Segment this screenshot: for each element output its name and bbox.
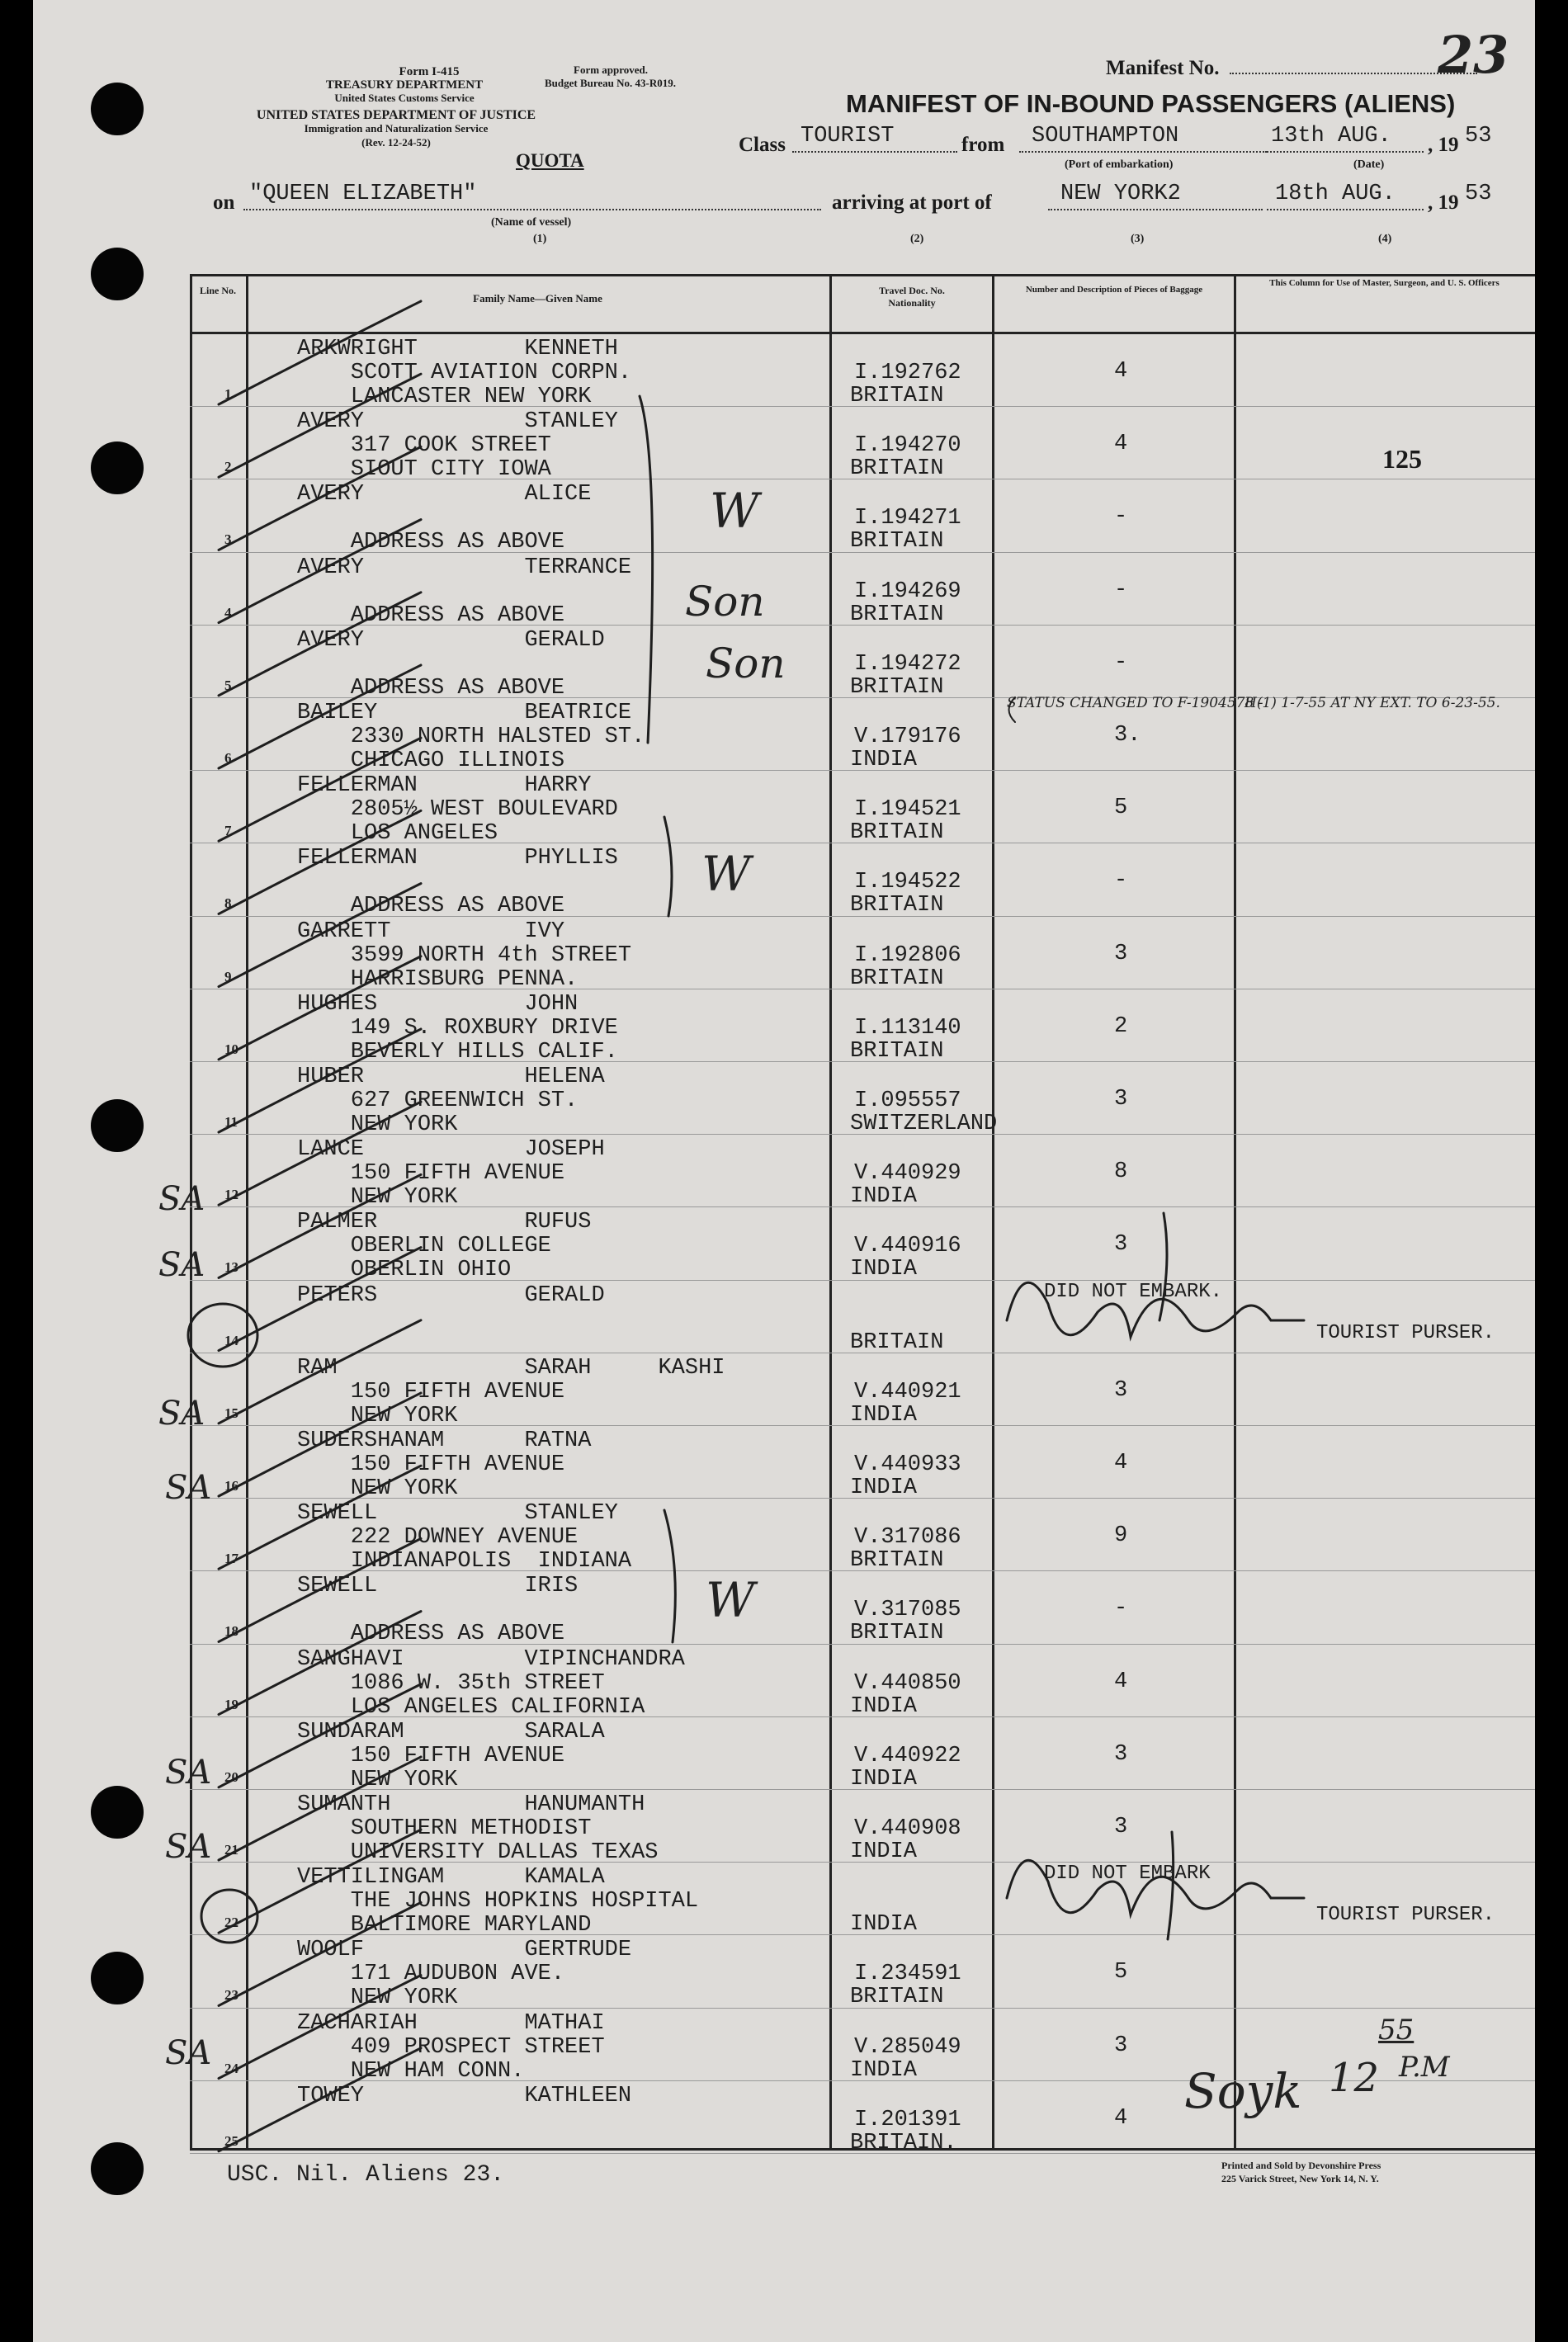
signature-time-minutes: 55 (1378, 2014, 1415, 2047)
handwritten-w: W (701, 846, 751, 902)
form-number: Form I-415 (399, 65, 460, 78)
passenger-name: RAM SARAH KASHI (297, 1355, 725, 1381)
form-revision: (Rev. 12-24-52) (361, 136, 431, 149)
baggage-count: 5 (1114, 1960, 1128, 1986)
nationality: BRITAIN (850, 602, 944, 627)
passenger-address: ADDRESS AS ABOVE (297, 602, 565, 628)
passenger-name: ARKWRIGHT KENNETH (297, 337, 618, 361)
passenger-address: 150 FIFTH AVENUE (297, 1452, 565, 1477)
line-number: 18 (224, 1623, 239, 1640)
line-number: 21 (224, 1842, 239, 1858)
handwritten-w: W (710, 483, 759, 539)
nationality: INDIA (850, 748, 918, 772)
baggage-count: 4 (1114, 1669, 1128, 1694)
passenger-address: 150 FIFTH AVENUE (297, 1161, 565, 1187)
passenger-address: 149 S. ROXBURY DRIVE (297, 1015, 618, 1041)
baggage-count: - (1114, 868, 1128, 894)
travel-doc-number: I.194522 (854, 870, 961, 895)
baggage-count: 3. (1114, 723, 1141, 748)
nationality: INDIA (850, 1839, 918, 1864)
travel-doc-number: I.201391 (854, 2107, 961, 2132)
passenger-name: HUGHES JOHN (297, 991, 579, 1017)
passenger-name: AVERY GERALD (297, 627, 605, 653)
passenger-name: SUDERSHANAM RATNA (297, 1428, 592, 1453)
family-bracket (664, 817, 672, 916)
departure-year: 53 (1465, 124, 1492, 149)
baggage-count: 4 (1114, 359, 1128, 384)
col-number-2: (2) (910, 233, 924, 245)
line-number: 20 (224, 1768, 239, 1785)
passenger-address: 2805½ WEST BOULEVARD (297, 797, 618, 823)
passenger-name: PALMER RUFUS (297, 1210, 592, 1235)
passenger-name: TOWEY KATHLEEN (297, 2083, 632, 2108)
col-header-line: Line No. (199, 285, 236, 296)
baggage-count: 3 (1114, 941, 1128, 966)
baggage-count: - (1114, 1596, 1128, 1622)
travel-doc-number: I.192806 (854, 942, 961, 968)
handwritten-son: Son (685, 578, 765, 626)
arrival-year-prefix: , 19 (1428, 191, 1459, 214)
handwritten-w: W (706, 1572, 755, 1628)
handwritten-sa: SA (158, 1246, 205, 1284)
passenger-address: LOS ANGELES CALIFORNIA (297, 1694, 645, 1720)
passenger-address: SOUTHERN METHODIST (297, 1816, 592, 1841)
passenger-address: CHICAGO ILLINOIS (297, 748, 565, 773)
col-header-officers: This Column for Use of Master, Surgeon, and U. S. Officers (1269, 278, 1500, 288)
passenger-address: LOS ANGELES (297, 821, 498, 847)
form-approved: Form approved. (574, 64, 649, 76)
passenger-address: NEW YORK (297, 1986, 458, 2011)
nationality: BRITAIN (850, 456, 944, 482)
purser-signature (1007, 1282, 1304, 1337)
line-number: 23 (224, 1987, 239, 2004)
passenger-name: ZACHARIAH MATHAI (297, 2010, 605, 2036)
class-value: TOURIST (801, 124, 895, 149)
line-number: 24 (224, 2060, 239, 2076)
baggage-count: 3 (1114, 1815, 1128, 1839)
manifest-page (33, 0, 1535, 2342)
passenger-name: SUMANTH HANUMANTH (297, 1792, 645, 1817)
on-label: on (213, 191, 235, 214)
nationality: BRITAIN (850, 893, 944, 918)
baggage-count: 3 (1114, 1087, 1128, 1112)
nationality: INDIA (850, 1912, 918, 1938)
printer-line-2: 225 Varick Street, New York 14, N. Y. (1221, 2173, 1379, 2184)
baggage-count: 4 (1114, 1451, 1128, 1476)
line-number: 6 (224, 750, 232, 766)
travel-doc-number: I.234591 (854, 1962, 961, 1987)
passenger-name: SEWELL STANLEY (297, 1501, 618, 1527)
nationality: BRITAIN (850, 966, 944, 991)
handwritten-sa: SA (165, 2034, 212, 2072)
port-embarkation-caption: (Port of embarkation) (1065, 158, 1174, 171)
line-number: 11 (224, 1114, 239, 1130)
travel-doc-number: V.285049 (854, 2034, 961, 2060)
travel-doc-number: V.440921 (854, 1379, 961, 1405)
passenger-name: PETERS GERALD (297, 1282, 605, 1308)
extension-note: H(1) 1-7-55 AT NY EXT. TO 6-23-55. (1244, 695, 1500, 711)
departure-date: 13th AUG. (1271, 124, 1391, 149)
tourist-purser-note: TOURIST PURSER. (1316, 1321, 1495, 1344)
travel-doc-number: I.095557 (854, 1088, 961, 1113)
passenger-address: NEW YORK (297, 1476, 458, 1501)
did-not-embark-note: DID NOT EMBARK. (1044, 1280, 1223, 1303)
line-number: 25 (224, 2132, 239, 2149)
travel-doc-number: V.440916 (854, 1234, 961, 1259)
handwritten-sa: SA (165, 1469, 212, 1507)
date-caption: (Date) (1353, 158, 1385, 171)
line-number: 16 (224, 1478, 239, 1494)
passenger-address: 150 FIFTH AVENUE (297, 1743, 565, 1768)
budget-bureau: Budget Bureau No. 43-R019. (545, 77, 677, 89)
baggage-count: 3 (1114, 1232, 1128, 1258)
passenger-address: THE JOHNS HOPKINS HOSPITAL (297, 1889, 699, 1915)
passenger-address: OBERLIN COLLEGE (297, 1234, 551, 1259)
line-number: 3 (224, 531, 232, 548)
passenger-address: LANCASTER NEW YORK (297, 385, 592, 409)
baggage-count: - (1114, 577, 1128, 602)
col-header-name: Family Name—Given Name (473, 292, 602, 305)
vessel-caption: (Name of vessel) (491, 216, 572, 229)
travel-doc-number: V.440922 (854, 1743, 961, 1768)
purser-signature (1159, 1213, 1167, 1320)
passenger-name: AVERY STANLEY (297, 409, 618, 435)
travel-doc-number: I.192762 (854, 361, 961, 385)
passenger-address: 150 FIFTH AVENUE (297, 1379, 565, 1405)
passenger-address: INDIANAPOLIS INDIANA (297, 1549, 632, 1575)
passenger-address: HARRISBURG PENNA. (297, 966, 579, 992)
page-title: MANIFEST OF IN-BOUND PASSENGERS (ALIENS) (846, 89, 1456, 118)
nationality: BRITAIN (850, 674, 944, 700)
family-bracket (664, 1510, 675, 1642)
handwritten-sa: SA (165, 1828, 212, 1866)
line-number: 22 (224, 1915, 239, 1931)
travel-doc-number: V.440933 (854, 1452, 961, 1477)
signature-name: Soyk (1184, 2063, 1302, 2119)
travel-doc-number: I.194271 (854, 506, 961, 531)
nationality: BRITAIN (850, 1548, 944, 1574)
nationality: INDIA (850, 1766, 918, 1792)
passenger-address: UNIVERSITY DALLAS TEXAS (297, 1840, 659, 1865)
signature-time: 12 (1329, 2055, 1380, 2101)
passenger-address: ADDRESS AS ABOVE (297, 675, 565, 701)
nationality: INDIA (850, 1693, 918, 1719)
arrival-year: 53 (1465, 182, 1492, 206)
footer-aliens-count: USC. Nil. Aliens 23. (227, 2162, 505, 2188)
passenger-address: 627 GREENWICH ST. (297, 1088, 579, 1113)
nationality: BRITAIN (850, 1621, 944, 1646)
handwritten-sa: SA (158, 1180, 205, 1218)
baggage-count: 3 (1114, 2033, 1128, 2058)
baggage-count: 9 (1114, 1523, 1128, 1549)
arrival-port: NEW YORK2 (1060, 182, 1181, 206)
nationality: INDIA (850, 1402, 918, 1428)
passenger-name: AVERY ALICE (297, 482, 592, 508)
passenger-address: NEW HAM CONN. (297, 2058, 525, 2084)
line-number: 5 (224, 677, 232, 693)
passenger-address: BEVERLY HILLS CALIF. (297, 1039, 618, 1065)
ins-service: Immigration and Naturalization Service (304, 122, 489, 135)
from-label: from (961, 134, 1005, 156)
baggage-count: 5 (1114, 796, 1128, 821)
baggage-count: 3 (1114, 1741, 1128, 1767)
passenger-address: NEW YORK (297, 1767, 458, 1792)
signature-pm: P.M (1399, 2051, 1450, 2084)
travel-doc-number: I.194269 (854, 578, 961, 604)
passenger-name: SEWELL IRIS (297, 1574, 579, 1599)
passenger-address: SCOTT AVIATION CORPN. (297, 361, 632, 385)
passenger-address: ADDRESS AS ABOVE (297, 530, 565, 555)
passenger-name: SANGHAVI VIPINCHANDRA (297, 1646, 685, 1672)
passenger-address: NEW YORK (297, 1112, 458, 1137)
passenger-name: AVERY TERRANCE (297, 555, 632, 580)
line-number: 4 (224, 604, 232, 621)
travel-doc-number: V.440908 (854, 1816, 961, 1841)
passenger-name: LANCE JOSEPH (297, 1137, 605, 1163)
passenger-address: NEW YORK (297, 1185, 458, 1211)
departure-year-prefix: , 19 (1428, 134, 1459, 156)
travel-doc-number: I.113140 (854, 1015, 961, 1041)
nationality: BRITAIN (850, 384, 944, 408)
travel-doc-number: I.194272 (854, 651, 961, 677)
travel-doc-number: V.179176 (854, 725, 961, 749)
passenger-address: 1086 W. 35th STREET (297, 1670, 605, 1696)
purser-signature (1007, 1860, 1304, 1915)
passenger-address: ADDRESS AS ABOVE (297, 894, 565, 919)
nationality: BRITAIN (850, 1985, 944, 2010)
handwritten-sa: SA (165, 1754, 212, 1792)
passenger-name: WOOLF GERTRUDE (297, 1938, 632, 1963)
passenger-address: 3599 NORTH 4th STREET (297, 942, 632, 968)
nationality: INDIA (850, 1476, 918, 1500)
travel-doc-number: I.194270 (854, 433, 961, 459)
col-number-1: (1) (533, 233, 547, 245)
col-number-3: (3) (1131, 233, 1145, 245)
passenger-name: GARRETT IVY (297, 918, 565, 944)
col-header-travel: Travel Doc. No. Nationality (879, 285, 945, 309)
passenger-address: 222 DOWNEY AVENUE (297, 1525, 579, 1551)
nationality: INDIA (850, 1184, 918, 1210)
line-number: 15 (224, 1405, 239, 1421)
line-number: 1 (224, 386, 232, 402)
passenger-address: SIOUT CITY IOWA (297, 457, 551, 483)
line-number: 13 (224, 1259, 239, 1276)
customs-service: United States Customs Service (334, 92, 475, 104)
class-label: Class (739, 134, 786, 156)
baggage-count: 2 (1114, 1013, 1128, 1039)
baggage-count: - (1114, 649, 1128, 675)
line-number: 14 (224, 1332, 239, 1348)
line-number: 8 (224, 895, 232, 912)
nationality: BRITAIN (850, 1329, 944, 1355)
passenger-name: FELLERMAN HARRY (297, 773, 592, 799)
line-number: 9 (224, 968, 232, 984)
baggage-count: 4 (1114, 2105, 1128, 2131)
nationality: BRITAIN (850, 529, 944, 555)
passenger-name: BAILEY BEATRICE (297, 701, 632, 725)
handwritten-son: Son (706, 640, 786, 687)
passenger-address: 171 AUDUBON AVE. (297, 1962, 565, 1987)
family-bracket (640, 396, 653, 743)
line-number: 2 (224, 459, 232, 475)
quota-label: QUOTA (516, 150, 584, 171)
passenger-address: ADDRESS AS ABOVE (297, 1622, 565, 1647)
line-number: 19 (224, 1696, 239, 1712)
passenger-name: HUBER HELENA (297, 1065, 605, 1089)
arrival-date: 18th AUG. (1275, 182, 1396, 206)
dept-treasury: TREASURY DEPARTMENT (325, 78, 484, 92)
from-value: SOUTHAMPTON (1032, 124, 1179, 149)
vessel-name: "QUEEN ELIZABETH" (249, 182, 477, 206)
passenger-address: 2330 NORTH HALSTED ST. (297, 725, 645, 749)
baggage-count: 8 (1114, 1159, 1128, 1185)
purser-signature (1168, 1832, 1174, 1939)
nationality: INDIA (850, 1257, 918, 1282)
tourist-purser-note: TOURIST PURSER. (1316, 1904, 1495, 1927)
nationality: SWITZERLAND (850, 1112, 998, 1136)
col-header-baggage: Number and Description of Pieces of Baggage (1025, 285, 1203, 295)
nationality: BRITAIN. (850, 2130, 957, 2155)
travel-doc-number: I.194521 (854, 797, 961, 823)
status-changed-note: STATUS CHANGED TO F-1904578 - (1007, 695, 1263, 711)
line-number: 12 (224, 1187, 239, 1203)
baggage-count: - (1114, 504, 1128, 530)
nationality: INDIA (850, 2057, 918, 2083)
arriving-label: arriving at port of (832, 191, 992, 214)
dept-justice: UNITED STATES DEPARTMENT OF JUSTICE (256, 108, 536, 122)
printer-line-1: Printed and Sold by Devonshire Press (1221, 2160, 1381, 2171)
passenger-address: 409 PROSPECT STREET (297, 2034, 605, 2060)
line-number: 17 (224, 1551, 239, 1567)
passenger-name: VETTILINGAM KAMALA (297, 1865, 605, 1891)
manifest-no-label: Manifest No. (1106, 57, 1220, 79)
travel-doc-number: V.440929 (854, 1161, 961, 1187)
line-number: 10 (224, 1041, 239, 1057)
passenger-address: OBERLIN OHIO (297, 1258, 512, 1283)
passenger-name: SUNDARAM SARALA (297, 1719, 605, 1745)
passenger-address: 317 COOK STREET (297, 433, 551, 459)
travel-doc-number: V.317086 (854, 1525, 961, 1551)
handwriting-overlay (33, 0, 1535, 2342)
nationality: BRITAIN (850, 820, 944, 846)
officer-number: 125 (1382, 444, 1422, 474)
passenger-address: BALTIMORE MARYLAND (297, 1913, 592, 1938)
did-not-embark-note: DID NOT EMBARK (1044, 1863, 1211, 1886)
line-number: 7 (224, 823, 232, 839)
manifest-no-value: 23 (1438, 25, 1509, 85)
nationality: BRITAIN (850, 1038, 944, 1064)
col-number-4: (4) (1378, 233, 1392, 245)
passenger-address: NEW YORK (297, 1403, 458, 1428)
travel-doc-number: V.440850 (854, 1670, 961, 1696)
baggage-count: 3 (1114, 1377, 1128, 1403)
baggage-count: 4 (1114, 432, 1128, 457)
passenger-name: FELLERMAN PHYLLIS (297, 846, 618, 871)
travel-doc-number: V.317085 (854, 1598, 961, 1623)
status-bracket (1009, 697, 1016, 722)
handwritten-sa: SA (158, 1395, 205, 1433)
